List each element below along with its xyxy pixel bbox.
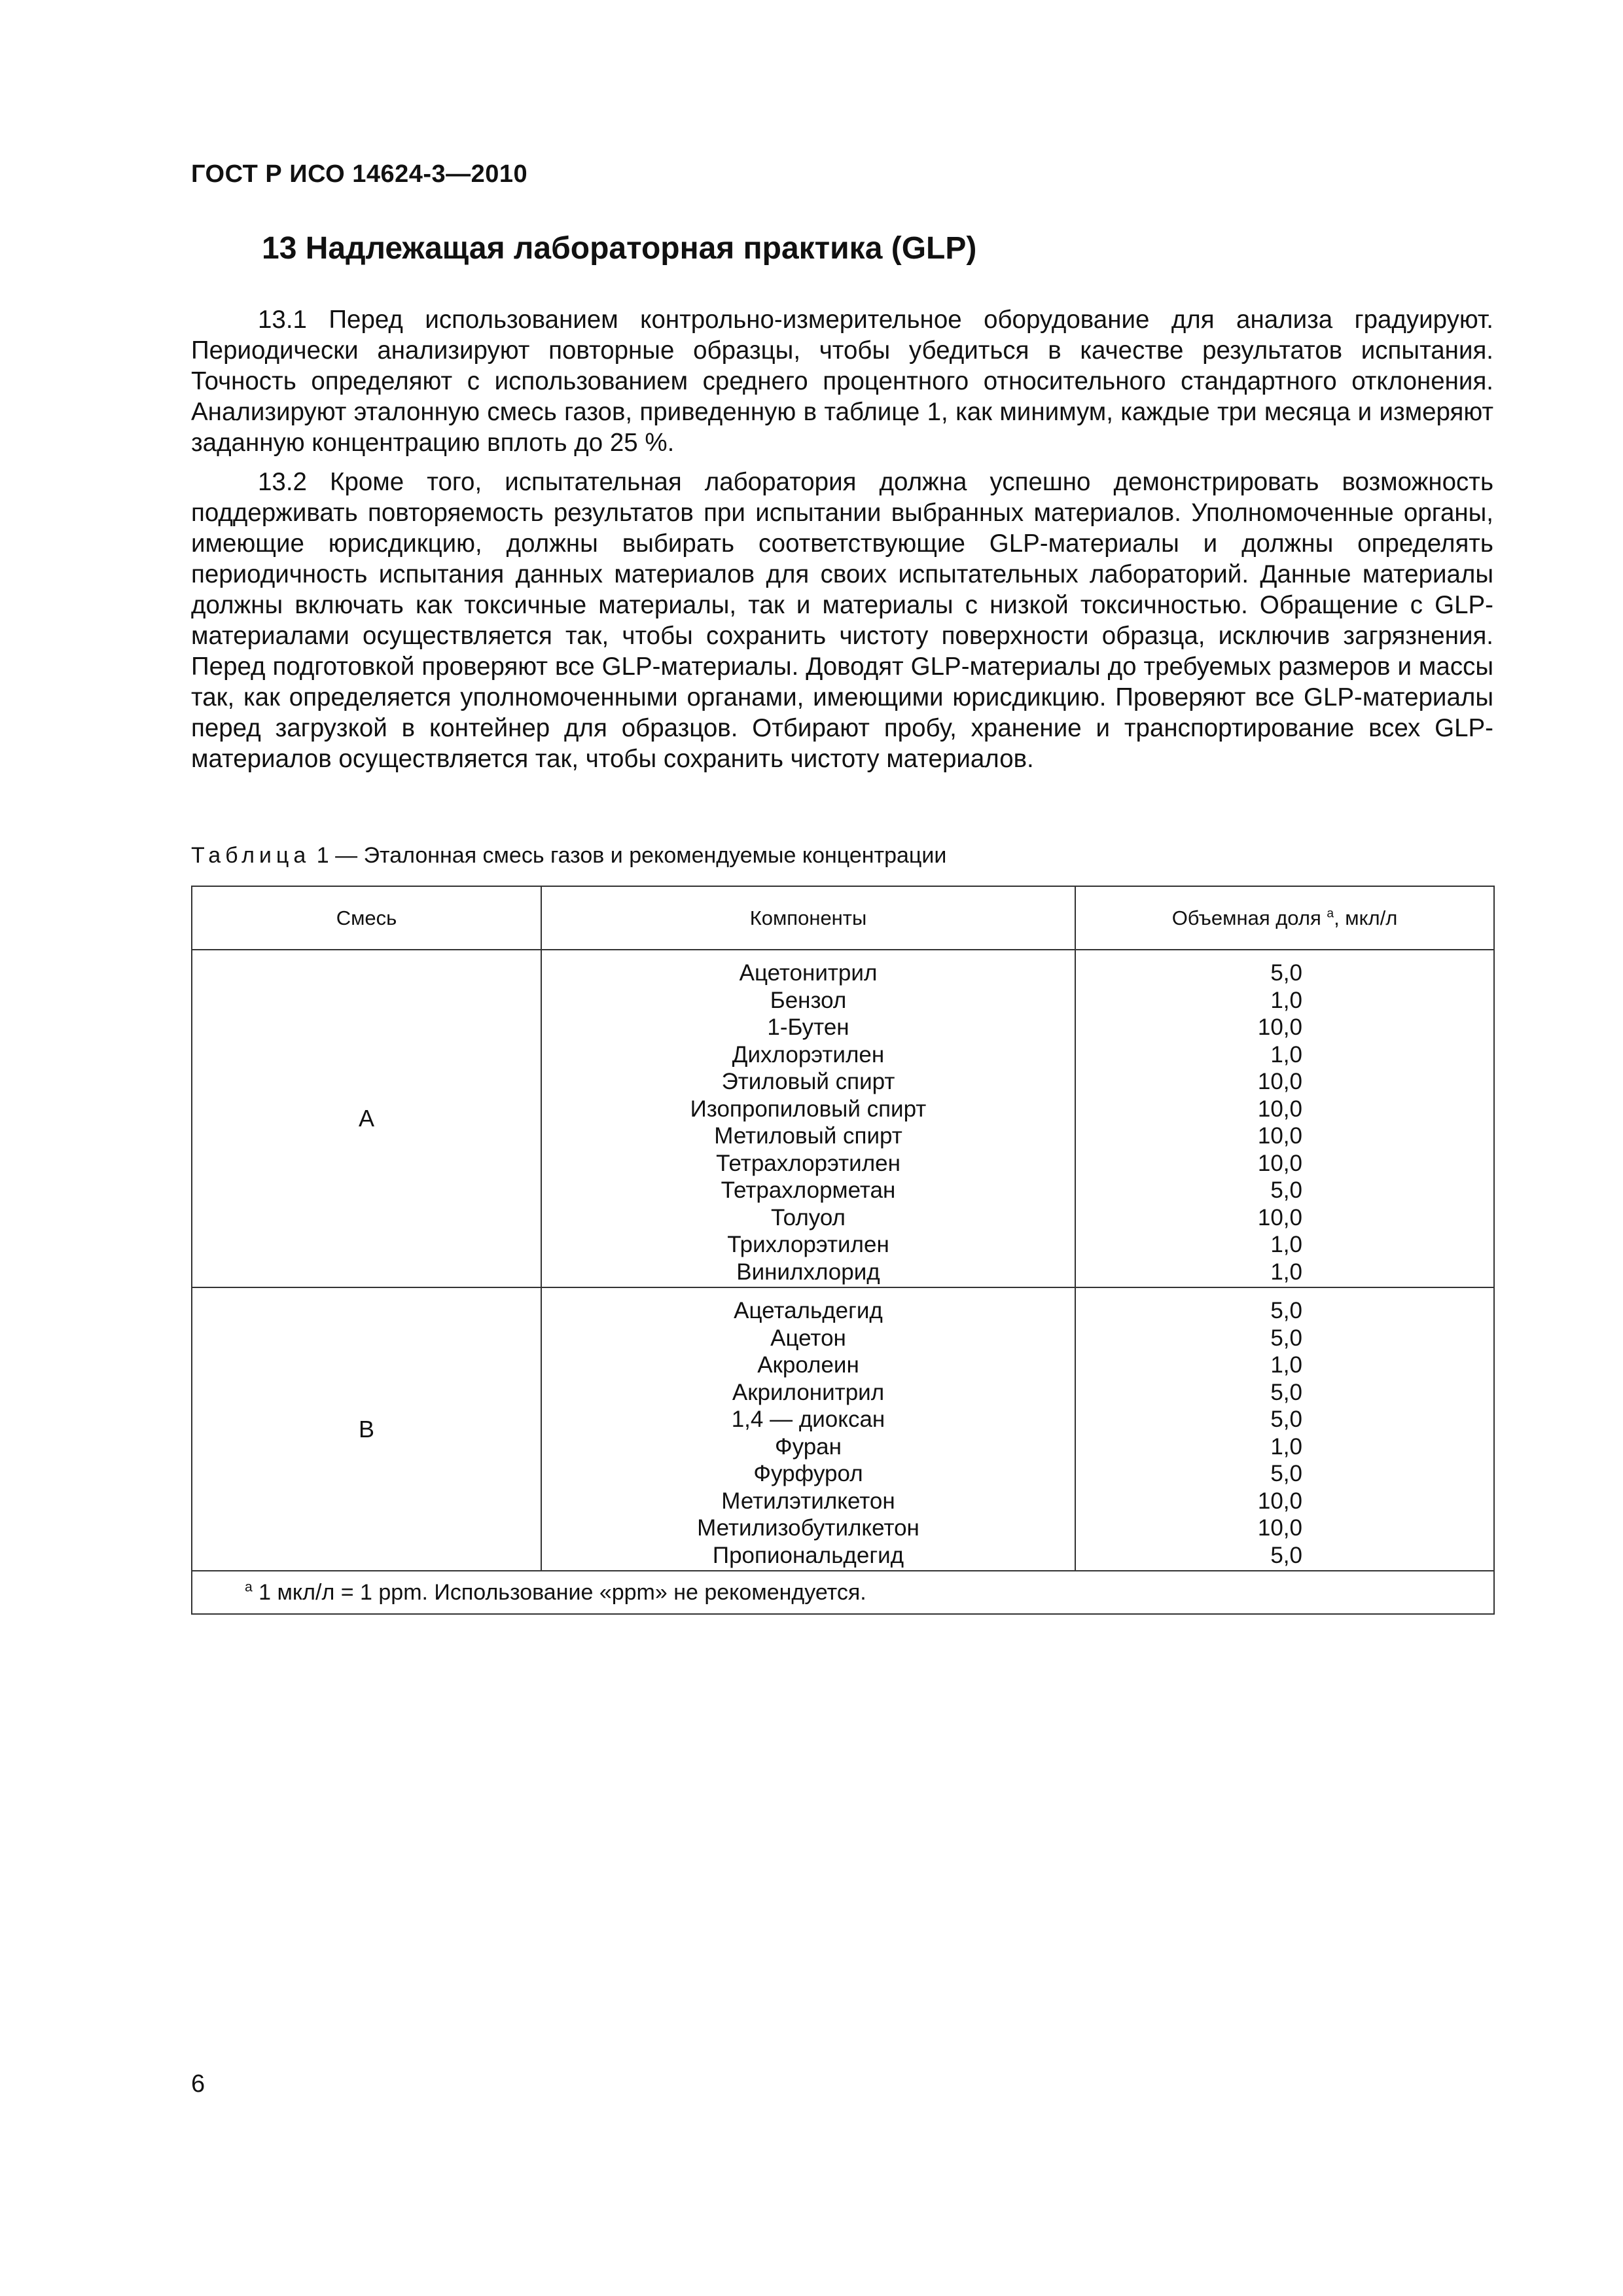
component-name: Метилэтилкетон xyxy=(721,1488,895,1514)
volume-value: 1,0 xyxy=(1270,1259,1302,1285)
volume-value: 5,0 xyxy=(1270,1177,1302,1203)
section-title: 13 Надлежащая лабораторная практика (GLP) xyxy=(262,231,977,266)
volume-value: 10,0 xyxy=(1257,1069,1302,1094)
components-cell xyxy=(541,950,1075,1287)
volume-value: 1,0 xyxy=(1270,1232,1302,1257)
table-caption-label: Таблица xyxy=(191,843,311,868)
paragraph-text: 13.1 Перед использованием контрольно-измерительное оборудование для анализа градуируют. Периодически анализируют повторные образцы, чтобы убедиться в качестве результатов испытания. Точность определяют с использованием среднего процентного относительного стандартного отклонения. Анализируют эталонную смесь газов, приведенную в таблице 1, как минимум, каждые три месяца и измеряют заданную концентрацию вплоть до 25 %. xyxy=(191,306,1493,457)
table-footnote xyxy=(192,1571,1494,1614)
volume-value: 5,0 xyxy=(1270,1325,1302,1351)
component-name: Изопропиловый спирт xyxy=(690,1096,927,1122)
header-components: Компоненты xyxy=(541,886,1075,950)
volume-value: 10,0 xyxy=(1257,1204,1302,1230)
table-row xyxy=(192,950,1494,1287)
component-name: Акрилонитрил xyxy=(732,1379,885,1405)
volume-value: 1,0 xyxy=(1270,987,1302,1013)
component-name: Трихлорэтилен xyxy=(727,1232,889,1257)
header-volume-label: Объемная доля xyxy=(1171,906,1321,929)
values-cell xyxy=(1075,1287,1494,1571)
paragraph-13-1 xyxy=(191,304,1493,458)
footnote-marker: а xyxy=(1327,906,1334,921)
paragraph-13-2 xyxy=(191,467,1493,774)
table-caption xyxy=(191,843,946,869)
gas-mixture-table xyxy=(191,886,1495,1615)
page-number: 6 xyxy=(191,2070,205,2098)
volume-value: 5,0 xyxy=(1270,1461,1302,1486)
component-name: Бензол xyxy=(770,987,847,1013)
volume-value: 10,0 xyxy=(1257,1096,1302,1122)
components-cell xyxy=(541,1287,1075,1571)
component-name: Фурфурол xyxy=(753,1461,863,1486)
component-name: Метилизобутилкетон xyxy=(697,1515,919,1541)
component-name: Этиловый спирт xyxy=(721,1069,895,1094)
volume-value: 10,0 xyxy=(1257,1123,1302,1149)
mix-cell: А xyxy=(192,950,541,1287)
volume-value: 5,0 xyxy=(1270,1542,1302,1568)
volume-value: 1,0 xyxy=(1270,1352,1302,1378)
footnote-text: 1 мкл/л = 1 ppm. Использование «ppm» не рекомендуется. xyxy=(252,1579,866,1605)
table-header-row xyxy=(192,886,1494,950)
component-name: Тетрахлорэтилен xyxy=(716,1150,901,1176)
header-mix: Смесь xyxy=(192,886,541,950)
component-name: Тетрахлорметан xyxy=(721,1177,896,1203)
header-volume xyxy=(1075,886,1494,950)
component-name: Акролеин xyxy=(757,1352,859,1378)
volume-value: 10,0 xyxy=(1257,1515,1302,1541)
mix-cell: В xyxy=(192,1287,541,1571)
component-name: Метиловый спирт xyxy=(714,1123,902,1149)
volume-value: 10,0 xyxy=(1257,1150,1302,1176)
component-name: Ацетонитрил xyxy=(739,960,878,986)
component-name: 1,4 — диоксан xyxy=(731,1407,885,1432)
table-footnote-row xyxy=(192,1571,1494,1614)
component-name: Ацетальдегид xyxy=(734,1298,883,1323)
component-name: Толуол xyxy=(771,1204,846,1230)
values-cell xyxy=(1075,950,1494,1287)
document-header-code: ГОСТ Р ИСО 14624-3—2010 xyxy=(191,160,528,188)
volume-value: 5,0 xyxy=(1270,960,1302,986)
table-caption-text: 1 — Эталонная смесь газов и рекомендуемые концентрации xyxy=(316,843,947,868)
paragraph-text: 13.2 Кроме того, испытательная лаборатория должна успешно демонстрировать возможность поддерживать повторяемость результатов при испытании выбранных материалов. Уполномоченные органы, имеющие юрисдикцию, должны выбирать соответствующие GLP-материалы и должны определять периодичность испытания данных материалов для своих испытательных лабораторий. Данные материалы должны включать как токсичные материалы, так и материалы с низкой токсичностью. Обращение с GLP-материалами осуществляется так, чтобы сохранить чистоту поверхности образца, исключив загрязнения. Перед подготовкой проверяют все GLP-материалы. Доводят GLP-материалы до требуемых размеров и массы так, как определяется уполномоченными органами, имеющими юрисдикцию. Проверяют все GLP-материалы перед загрузкой в контейнер для образцов. Отбирают пробу, хранение и транспортирование всех GLP-материалов осуществляется так, чтобы сохранить чистоту материалов. xyxy=(191,468,1493,773)
header-volume-unit: , мкл/л xyxy=(1334,906,1398,929)
component-name: Винилхлорид xyxy=(736,1259,880,1285)
volume-value: 5,0 xyxy=(1270,1407,1302,1432)
component-name: 1-Бутен xyxy=(767,1014,849,1040)
volume-value: 10,0 xyxy=(1257,1488,1302,1514)
component-name: Дихлорэтилен xyxy=(732,1041,885,1067)
footnote-marker: а xyxy=(245,1579,253,1595)
component-name: Ацетон xyxy=(770,1325,846,1351)
component-name: Пропиональдегид xyxy=(712,1542,904,1568)
volume-value: 5,0 xyxy=(1270,1298,1302,1323)
volume-value: 10,0 xyxy=(1257,1014,1302,1040)
volume-value: 1,0 xyxy=(1270,1041,1302,1067)
component-name: Фуран xyxy=(775,1433,842,1460)
volume-value: 5,0 xyxy=(1270,1379,1302,1405)
table-row xyxy=(192,1287,1494,1571)
volume-value: 1,0 xyxy=(1270,1433,1302,1460)
